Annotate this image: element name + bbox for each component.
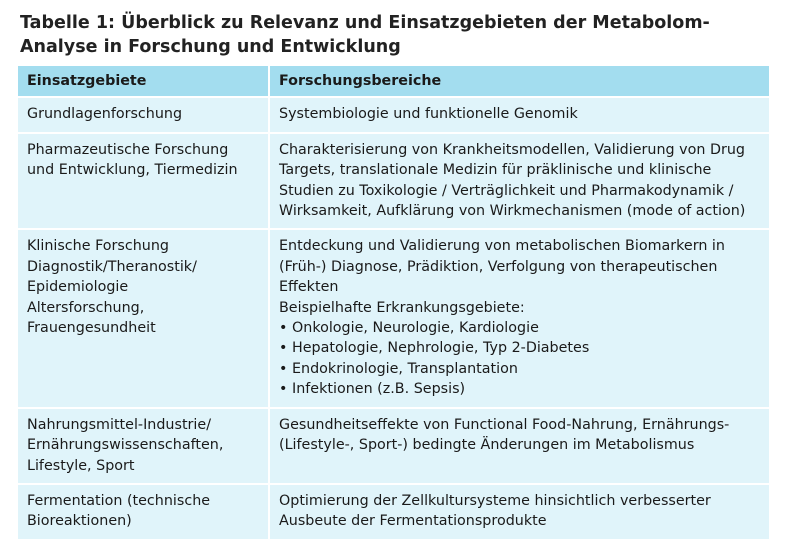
header-forschungsbereiche: Forschungsbereiche	[268, 66, 769, 98]
research-text: Optimierung der Zellkultursysteme hinsichtlich verbesserter Ausbeute der Fermentationsprodukte	[279, 492, 711, 530]
table-title: Tabelle 1: Überblick zu Relevanz und Einsatzgebieten der Metabolom-Analyse in Forschung und Entwicklung	[20, 13, 710, 57]
research-text: Entdeckung und Validierung von metabolischen Biomarkern in (Früh-) Diagnose, Prädiktion, Verfolgung von therapeutischen Effekten	[279, 238, 725, 296]
bullet-item: • Endokrinologie, Transplantation	[279, 359, 760, 379]
cell-einsatzgebiet	[18, 98, 268, 133]
area-line: Altersforschung,	[27, 299, 145, 316]
cell-einsatzgebiet	[18, 230, 268, 408]
table-row	[18, 134, 769, 231]
area-line: und Entwicklung, Tiermedizin	[27, 162, 238, 179]
research-text: Beispielhafte Erkrankungsgebiete:	[279, 299, 525, 316]
cell-einsatzgebiet	[18, 134, 268, 231]
cell-forschungsbereich	[268, 98, 769, 133]
area-line: Bioreaktionen)	[27, 513, 132, 530]
cell-forschungsbereich	[268, 134, 769, 231]
area-line: Klinische Forschung	[27, 238, 169, 255]
overview-table	[18, 66, 769, 539]
cell-forschungsbereich	[268, 409, 769, 485]
table-row	[18, 98, 769, 133]
area-line: Lifestyle, Sport	[27, 457, 135, 474]
area-line: Diagnostik/Theranostik/	[27, 258, 197, 275]
area-line: Nahrungsmittel-Industrie/	[27, 416, 212, 433]
area-line: Grundlagenforschung	[27, 106, 183, 123]
area-line: Epidemiologie	[27, 279, 129, 296]
cell-forschungsbereich	[268, 485, 769, 539]
bullet-item: • Onkologie, Neurologie, Kardiologie	[279, 318, 760, 338]
research-text: Gesundheitseffekte von Functional Food-Nahrung, Ernährungs- (Lifestyle-, Sport-) bedingte Änderungen im Metabolismus	[279, 416, 730, 454]
table-body	[18, 98, 769, 538]
research-text: Charakterisierung von Krankheitsmodellen, Validierung von Drug Targets, translationale Medizin für präklinische und klinische Studien zu Toxikologie / Verträglichkeit und Pharmakodynamik / Wirksamkeit, Aufklärung von Wirkmechanismen (mode of action)	[279, 141, 746, 220]
cell-forschungsbereich	[268, 230, 769, 408]
header-einsatzgebiete: Einsatzgebiete	[18, 66, 268, 98]
disease-bullet-list	[279, 318, 760, 400]
cell-einsatzgebiet	[18, 485, 268, 539]
area-line: Ernährungswissenschaften,	[27, 437, 224, 454]
bullet-item: • Hepatologie, Nephrologie, Typ 2-Diabetes	[279, 338, 760, 358]
table-row	[18, 230, 769, 408]
table-header-row	[18, 66, 769, 98]
area-line: Frauengesundheit	[27, 320, 156, 337]
research-text: Systembiologie und funktionelle Genomik	[279, 106, 578, 123]
cell-einsatzgebiet	[18, 409, 268, 485]
table-row	[18, 409, 769, 485]
table-row	[18, 485, 769, 539]
area-line: Pharmazeutische Forschung	[27, 141, 229, 158]
area-line: Fermentation (technische	[27, 492, 211, 509]
bullet-item: • Infektionen (z.B. Sepsis)	[279, 379, 760, 399]
